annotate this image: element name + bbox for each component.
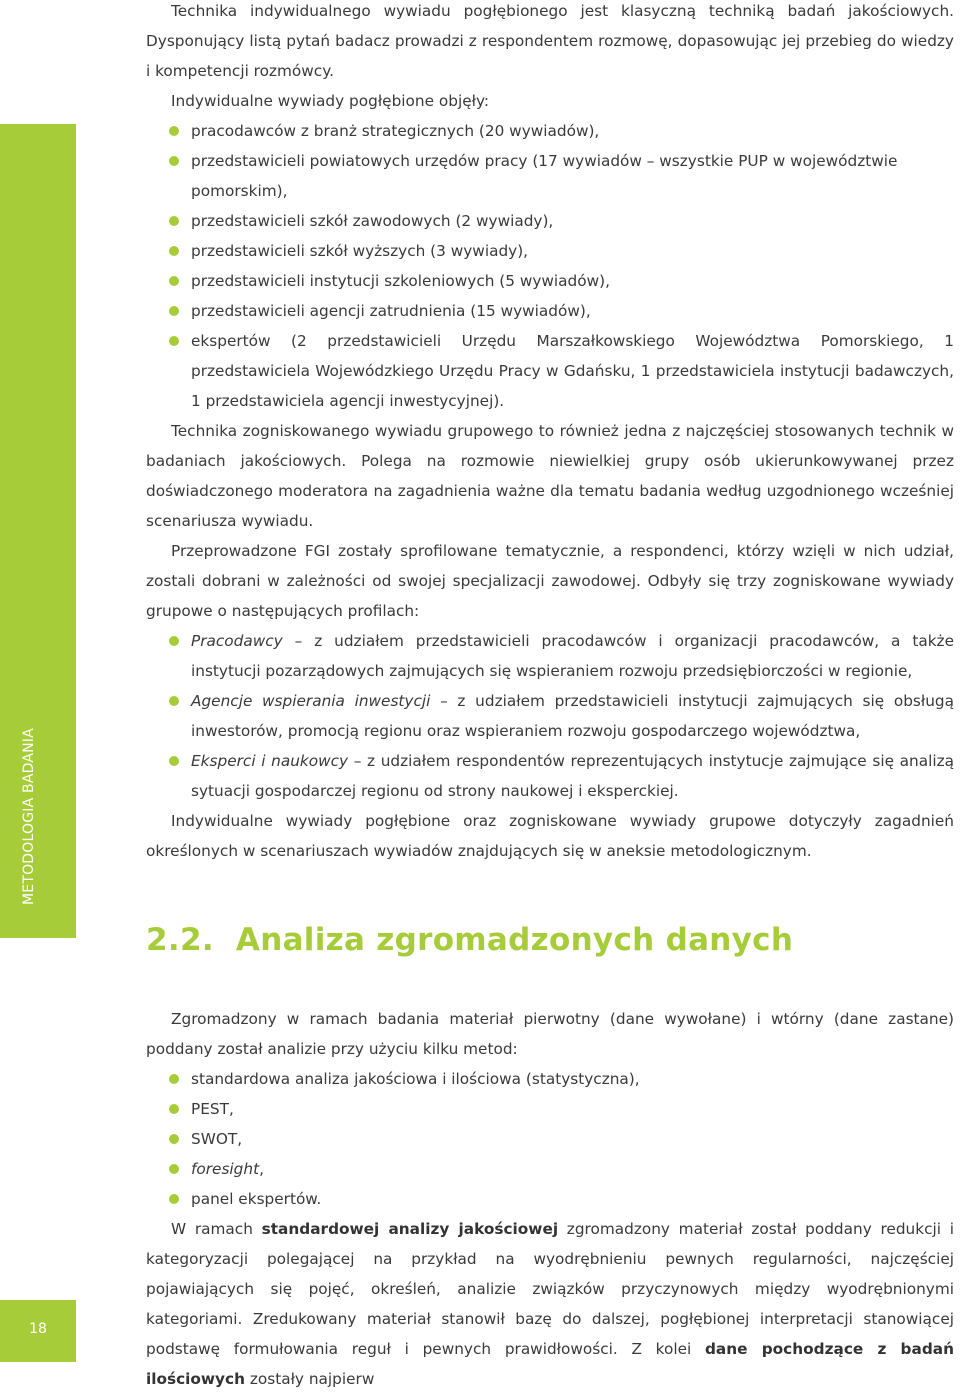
analysis-p2-pre: W ramach	[171, 1220, 262, 1238]
list-item: PEST,	[146, 1094, 954, 1124]
analysis-p2-bold-2: dane pochodzące z badań ilościowych	[146, 1340, 954, 1388]
page-number: 18	[29, 1321, 47, 1337]
profile-desc: – z udziałem przedstawicieli instytucji zajmujących się obsługą inwestorów, promocją regionu oraz wspieraniem rozwoju gospodarczego województwa,	[191, 692, 954, 740]
idi-list	[146, 116, 954, 416]
list-item: SWOT,	[146, 1124, 954, 1154]
list-item	[146, 746, 954, 806]
profile-desc: – z udziałem respondentów reprezentujących instytucje zajmujące się analizą sytuacji gospodarczej regionu od strony naukowej i eksperckiej.	[191, 752, 954, 800]
list-item: standardowa analiza jakościowa i ilościowa (statystyczna),	[146, 1064, 954, 1094]
fgi-profiles-list	[146, 626, 954, 806]
method-suffix: ,	[259, 1160, 264, 1178]
profile-name: Agencje wspierania inwestycji	[191, 692, 431, 710]
list-item: ekspertów (2 przedstawicieli Urzędu Marszałkowskiego Województwa Pomorskiego, 1 przedstawiciela Wojewódzkiego Urzędu Pracy w Gdańsku, 1 przedstawiciela instytucji badawczych, 1 przedstawiciela agencji inwestycyjnej).	[146, 326, 954, 416]
list-item	[146, 1154, 954, 1184]
list-item: przedstawicieli instytucji szkoleniowych (5 wywiadów),	[146, 266, 954, 296]
list-item	[146, 686, 954, 746]
fgi-paragraph-3: Indywidualne wywiady pogłębione oraz zogniskowane wywiady grupowe dotyczyły zagadnień określonych w scenariuszach wywiadów znajdujących się w aneksie metodologicznym.	[146, 812, 954, 860]
list-item	[146, 626, 954, 686]
list-item: przedstawicieli szkół zawodowych (2 wywiady),	[146, 206, 954, 236]
page-content	[146, 0, 954, 1394]
list-item: panel ekspertów.	[146, 1184, 954, 1214]
profile-name: Pracodawcy	[191, 632, 283, 650]
fgi-paragraph-1: Technika zogniskowanego wywiadu grupowego to również jedna z najczęściej stosowanych technik w badaniach jakościowych. Polega na rozmowie niewielkiej grupy osób ukierunkowywanej przez doświadczonego moderatora na zagadnienia ważne dla tematu badania według uzgodnionego wcześniej scenariusza wywiadu.	[146, 422, 954, 530]
list-item: pracodawców z branż strategicznych (20 wywiadów),	[146, 116, 954, 146]
section-number: 2.2.	[146, 922, 214, 958]
section-label: METODOLOGIA BADANIA	[21, 728, 37, 905]
list-item: przedstawicieli powiatowych urzędów pracy (17 wywiadów – wszystkie PUP w województwie pomorskim),	[146, 146, 954, 206]
method-italic: foresight	[191, 1160, 260, 1178]
intro-paragraph-1: Technika indywidualnego wywiadu pogłębionego jest klasyczną techniką badań jakościowych. Dysponujący listą pytań badacz prowadzi z respondentem rozmowę, dopasowując jej przebieg do wiedzy i kompetencji rozmówcy.	[146, 2, 954, 80]
list-item: przedstawicieli szkół wyższych (3 wywiady),	[146, 236, 954, 266]
profile-name: Eksperci i naukowcy	[191, 752, 349, 770]
list-item: przedstawicieli agencji zatrudnienia (15 wywiadów),	[146, 296, 954, 326]
analysis-paragraph-1: Zgromadzony w ramach badania materiał pierwotny (dane wywołane) i wtórny (dane zastane) poddany został analizie przy użyciu kilku metod:	[146, 1010, 954, 1058]
methods-list	[146, 1064, 954, 1214]
section-title: Analiza zgromadzonych danych	[235, 922, 794, 958]
section-heading	[146, 920, 954, 960]
analysis-paragraph-2	[146, 1214, 954, 1394]
analysis-p2-bold-1: standardowej analizy jakościowej	[261, 1220, 559, 1238]
intro-paragraph-2: Indywidualne wywiady pogłębione objęły:	[171, 92, 490, 110]
profile-desc: – z udziałem przedstawicieli pracodawców i organizacji pracodawców, a także instytucji pozarządowych zajmujących się wspieraniem rozwoju przedsiębiorczości w regionie,	[191, 632, 954, 680]
analysis-p2-post: zostały najpierw	[244, 1370, 375, 1388]
fgi-paragraph-2: Przeprowadzone FGI zostały sprofilowane tematycznie, a respondenci, którzy wzięli w nich udział, zostali dobrani w zależności od swojej specjalizacji zawodowej. Odbyły się trzy zogniskowane wywiady grupowe o następujących profilach:	[146, 542, 954, 620]
analysis-p2-mid: zgromadzony materiał został poddany redukcji i kategoryzacji polegającej na przykład na wyodrębnieniu pewnych regularności, najczęściej pojawiających się pojęć, określeń, analizie związków przyczynowych między wyodrębnionymi kategoriami. Zredukowany materiał stanowił bazę do dalszej, pogłębionej interpretacji stanowiącej podstawę formułowania reguł i pewnych prawidłowości. Z kolei	[146, 1220, 954, 1358]
